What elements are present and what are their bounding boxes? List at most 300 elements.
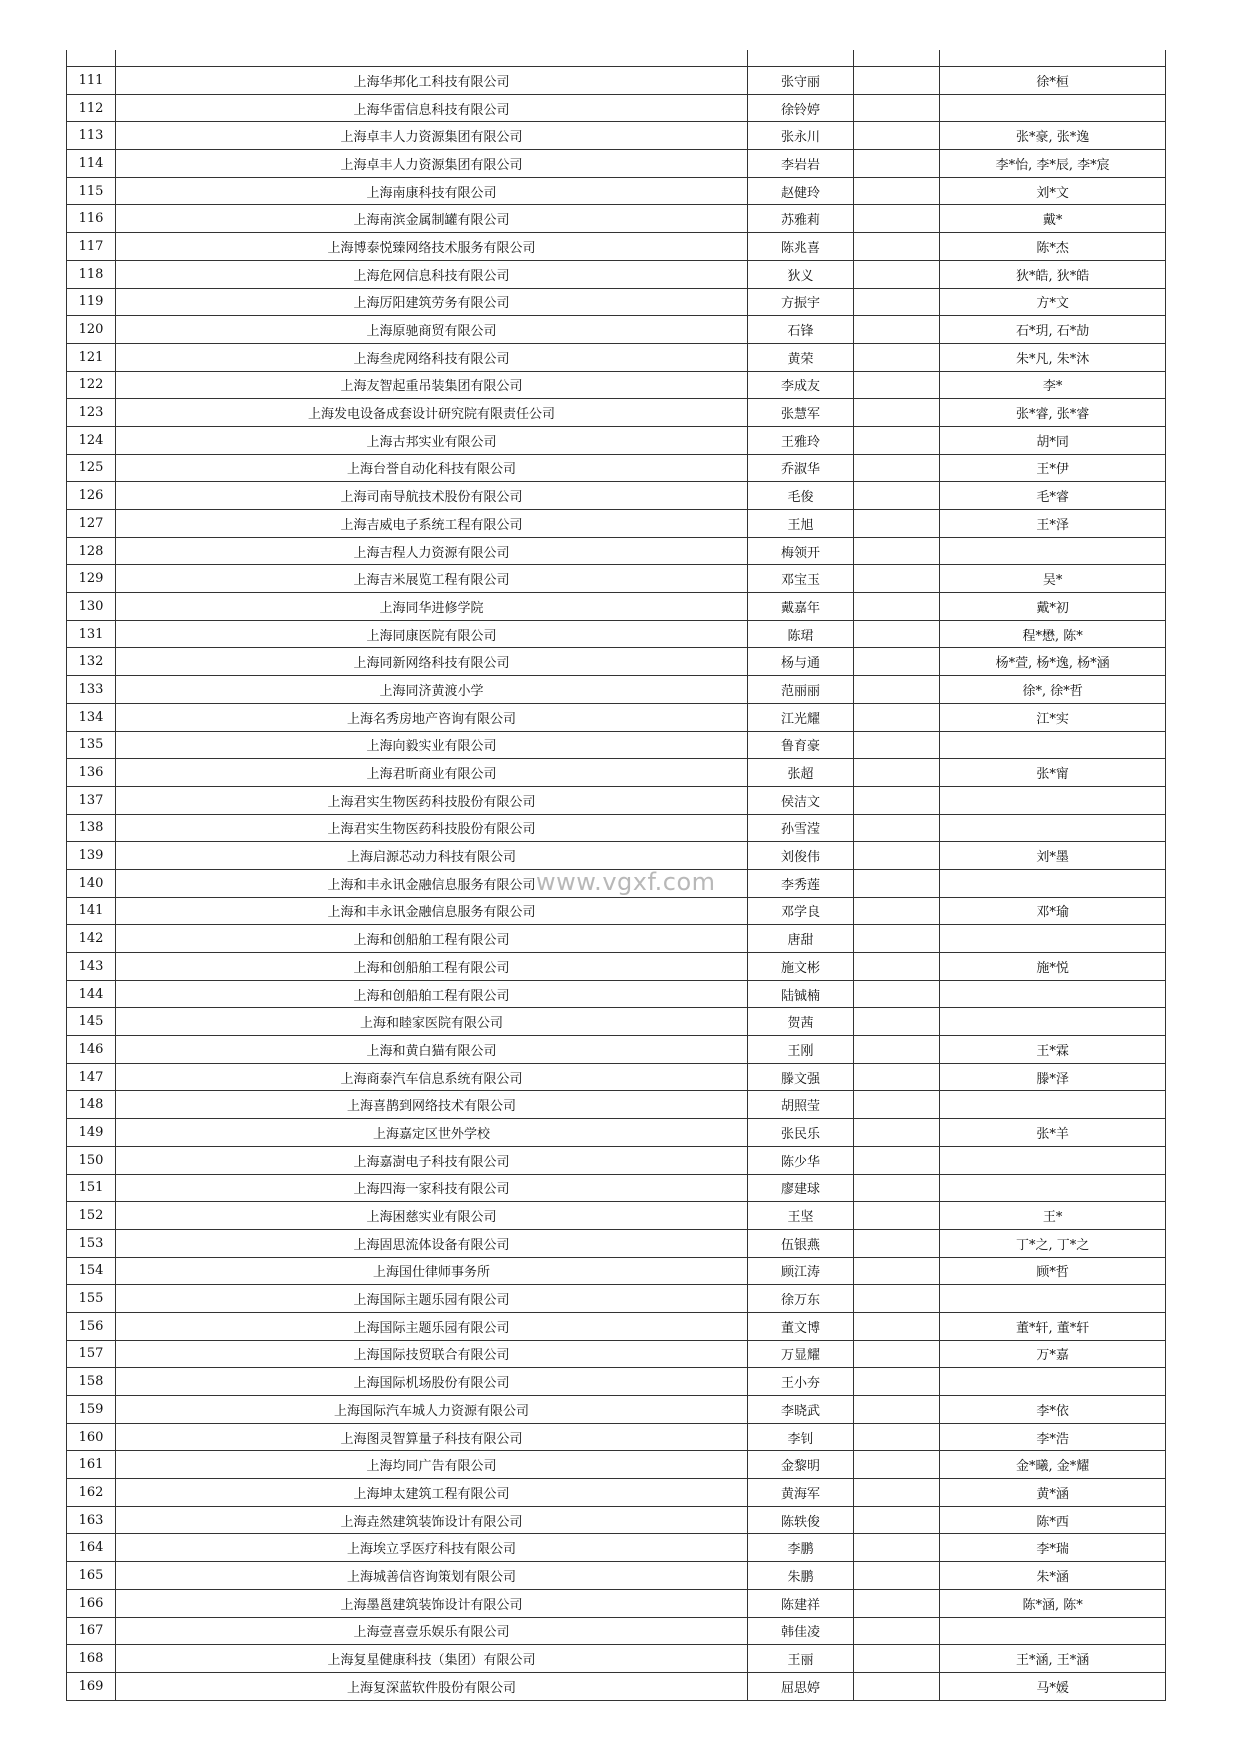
children-names: 张*豪, 张*逸 <box>940 122 1166 150</box>
children-names: 王*伊 <box>940 454 1166 482</box>
blank-cell <box>854 648 940 676</box>
blank-cell <box>854 1340 940 1368</box>
children-names: 方*文 <box>940 288 1166 316</box>
table-row <box>67 371 1166 399</box>
children-names <box>940 731 1166 759</box>
employee-name: 唐甜 <box>747 925 853 953</box>
table-row <box>67 565 1166 593</box>
row-number: 123 <box>67 399 116 427</box>
row-number: 116 <box>67 205 116 233</box>
row-number: 115 <box>67 177 116 205</box>
blank-cell <box>854 1036 940 1064</box>
children-names: 刘*文 <box>940 177 1166 205</box>
table-row <box>67 482 1166 510</box>
table-row <box>67 67 1166 95</box>
blank-cell <box>854 620 940 648</box>
row-number: 168 <box>67 1645 116 1673</box>
table-row <box>67 177 1166 205</box>
row-number: 140 <box>67 869 116 897</box>
row-number: 112 <box>67 94 116 122</box>
row-number: 164 <box>67 1534 116 1562</box>
children-names: 李*怡, 李*辰, 李*宸 <box>940 150 1166 178</box>
company-name: 上海华邦化工科技有限公司 <box>116 67 748 95</box>
blank-cell <box>854 786 940 814</box>
table-row <box>67 1091 1166 1119</box>
employee-name: 滕文强 <box>747 1063 853 1091</box>
company-name: 上海危网信息科技有限公司 <box>116 260 748 288</box>
company-name: 上海卓丰人力资源集团有限公司 <box>116 150 748 178</box>
blank-cell <box>854 1257 940 1285</box>
children-names: 金*曦, 金*耀 <box>940 1451 1166 1479</box>
table-row <box>67 150 1166 178</box>
company-name: 上海图灵智算量子科技有限公司 <box>116 1423 748 1451</box>
table-row <box>67 1285 1166 1313</box>
company-name: 上海国际机场股份有限公司 <box>116 1368 748 1396</box>
company-name: 上海同华进修学院 <box>116 593 748 621</box>
blank-cell <box>854 759 940 787</box>
table-row <box>67 1312 1166 1340</box>
table-row <box>67 454 1166 482</box>
blank-cell <box>854 1119 940 1147</box>
children-names <box>940 925 1166 953</box>
employee-name: 顾江涛 <box>747 1257 853 1285</box>
company-name: 上海同济黄渡小学 <box>116 676 748 704</box>
row-number: 129 <box>67 565 116 593</box>
employee-name: 张永川 <box>747 122 853 150</box>
blank-cell <box>854 94 940 122</box>
employee-name: 施文彬 <box>747 953 853 981</box>
row-number: 169 <box>67 1672 116 1700</box>
company-name: 上海国际主题乐园有限公司 <box>116 1312 748 1340</box>
company-name: 上海启源芯动力科技有限公司 <box>116 842 748 870</box>
company-name: 上海商泰汽车信息系统有限公司 <box>116 1063 748 1091</box>
children-names <box>940 1146 1166 1174</box>
row-number: 155 <box>67 1285 116 1313</box>
children-names: 陈*西 <box>940 1506 1166 1534</box>
row-number: 131 <box>67 620 116 648</box>
company-name: 上海君昕商业有限公司 <box>116 759 748 787</box>
table-row <box>67 205 1166 233</box>
company-name: 上海厉阳建筑劳务有限公司 <box>116 288 748 316</box>
employee-name: 陈少华 <box>747 1146 853 1174</box>
employee-name: 李晓武 <box>747 1396 853 1424</box>
row-number: 161 <box>67 1451 116 1479</box>
employee-name: 张守丽 <box>747 67 853 95</box>
employee-name: 赵健玲 <box>747 177 853 205</box>
row-number: 145 <box>67 1008 116 1036</box>
table-row <box>67 731 1166 759</box>
employee-name: 梅领开 <box>747 537 853 565</box>
row-number: 144 <box>67 980 116 1008</box>
table-row <box>67 925 1166 953</box>
row-number: 151 <box>67 1174 116 1202</box>
children-names: 万*嘉 <box>940 1340 1166 1368</box>
table-row <box>67 1562 1166 1590</box>
employee-name: 范丽丽 <box>747 676 853 704</box>
children-names: 戴* <box>940 205 1166 233</box>
blank-cell <box>854 205 940 233</box>
employee-name: 韩佳凌 <box>747 1617 853 1645</box>
blank-cell <box>854 1008 940 1036</box>
children-names: 张*睿, 张*睿 <box>940 399 1166 427</box>
table-row <box>67 1423 1166 1451</box>
table-row <box>67 620 1166 648</box>
blank-cell <box>854 1562 940 1590</box>
company-name: 上海吉程人力资源有限公司 <box>116 537 748 565</box>
row-number: 119 <box>67 288 116 316</box>
row-number: 163 <box>67 1506 116 1534</box>
table-row <box>67 786 1166 814</box>
children-names: 李*浩 <box>940 1423 1166 1451</box>
company-name: 上海国仕律师事务所 <box>116 1257 748 1285</box>
company-name: 上海南滨金属制罐有限公司 <box>116 205 748 233</box>
company-name: 上海台誉自动化科技有限公司 <box>116 454 748 482</box>
blank-cell <box>854 1672 940 1700</box>
employee-name: 徐铃婷 <box>747 94 853 122</box>
company-name: 上海华雷信息科技有限公司 <box>116 94 748 122</box>
employee-name: 董文博 <box>747 1312 853 1340</box>
blank-cell <box>854 1423 940 1451</box>
company-name: 上海困慈实业有限公司 <box>116 1202 748 1230</box>
company-name: 上海嘉澍电子科技有限公司 <box>116 1146 748 1174</box>
employee-name: 李秀莲 <box>747 869 853 897</box>
children-names <box>940 1368 1166 1396</box>
row-number: 165 <box>67 1562 116 1590</box>
company-name: 上海和睦家医院有限公司 <box>116 1008 748 1036</box>
employee-name: 陈兆喜 <box>747 233 853 261</box>
company-name: 上海君实生物医药科技股份有限公司 <box>116 814 748 842</box>
blank-cell <box>854 288 940 316</box>
row-number: 127 <box>67 510 116 538</box>
employee-name: 陈珺 <box>747 620 853 648</box>
children-names: 毛*睿 <box>940 482 1166 510</box>
row-number: 141 <box>67 897 116 925</box>
children-names: 石*玥, 石*劼 <box>940 316 1166 344</box>
table-row <box>67 842 1166 870</box>
table-row <box>67 980 1166 1008</box>
row-number: 137 <box>67 786 116 814</box>
blank-cell <box>854 980 940 1008</box>
row-number: 160 <box>67 1423 116 1451</box>
children-names: 施*悦 <box>940 953 1166 981</box>
table-row <box>67 814 1166 842</box>
blank-cell <box>854 1617 940 1645</box>
row-number: 122 <box>67 371 116 399</box>
company-name: 上海坤太建筑工程有限公司 <box>116 1479 748 1507</box>
employee-name: 侯洁文 <box>747 786 853 814</box>
employee-name: 王坚 <box>747 1202 853 1230</box>
table-row <box>67 1451 1166 1479</box>
children-names: 王*霖 <box>940 1036 1166 1064</box>
employee-name: 李鹏 <box>747 1534 853 1562</box>
company-name: 上海墨邕建筑装饰设计有限公司 <box>116 1589 748 1617</box>
blank-cell <box>854 1202 940 1230</box>
employee-name: 黄荣 <box>747 343 853 371</box>
blank-cell <box>854 260 940 288</box>
table-row <box>67 648 1166 676</box>
table-row <box>67 1617 1166 1645</box>
employee-name: 张超 <box>747 759 853 787</box>
blank-cell <box>854 953 940 981</box>
company-name: 上海城善信咨询策划有限公司 <box>116 1562 748 1590</box>
company-name: 上海吉威电子系统工程有限公司 <box>116 510 748 538</box>
company-name: 上海国际技贸联合有限公司 <box>116 1340 748 1368</box>
children-names <box>940 980 1166 1008</box>
table-row <box>67 122 1166 150</box>
children-names <box>940 1285 1166 1313</box>
children-names: 王*涵, 王*涵 <box>940 1645 1166 1673</box>
children-names: 陈*涵, 陈* <box>940 1589 1166 1617</box>
blank-cell <box>854 731 940 759</box>
children-names: 李* <box>940 371 1166 399</box>
row-number: 138 <box>67 814 116 842</box>
company-name: 上海垚然建筑装饰设计有限公司 <box>116 1506 748 1534</box>
blank-cell <box>854 537 940 565</box>
children-names <box>940 786 1166 814</box>
row-number: 150 <box>67 1146 116 1174</box>
blank-cell <box>854 703 940 731</box>
company-name: 上海四海一家科技有限公司 <box>116 1174 748 1202</box>
blank-cell <box>854 482 940 510</box>
company-name: 上海古邦实业有限公司 <box>116 426 748 454</box>
empty-cell <box>116 50 748 67</box>
employee-name: 陈建祥 <box>747 1589 853 1617</box>
company-name: 上海和创船舶工程有限公司 <box>116 925 748 953</box>
row-number: 133 <box>67 676 116 704</box>
blank-cell <box>854 1645 940 1673</box>
table-row <box>67 1008 1166 1036</box>
row-number: 162 <box>67 1479 116 1507</box>
children-names: 胡*同 <box>940 426 1166 454</box>
table-row <box>67 1063 1166 1091</box>
blank-cell <box>854 1063 940 1091</box>
table-row <box>67 1534 1166 1562</box>
row-number: 135 <box>67 731 116 759</box>
row-number: 154 <box>67 1257 116 1285</box>
row-number: 157 <box>67 1340 116 1368</box>
children-names: 刘*墨 <box>940 842 1166 870</box>
company-name: 上海同康医院有限公司 <box>116 620 748 648</box>
blank-cell <box>854 1174 940 1202</box>
company-name: 上海司南导航技术股份有限公司 <box>116 482 748 510</box>
table-row <box>67 953 1166 981</box>
table-row <box>67 233 1166 261</box>
table-row <box>67 316 1166 344</box>
company-name: 上海叁虎网络科技有限公司 <box>116 343 748 371</box>
blank-cell <box>854 897 940 925</box>
table-row <box>67 1257 1166 1285</box>
employee-name: 万显耀 <box>747 1340 853 1368</box>
employee-name: 屈思婷 <box>747 1672 853 1700</box>
employee-name: 石锋 <box>747 316 853 344</box>
row-number: 130 <box>67 593 116 621</box>
employee-name: 廖建球 <box>747 1174 853 1202</box>
blank-cell <box>854 316 940 344</box>
row-number: 167 <box>67 1617 116 1645</box>
employee-name: 王丽 <box>747 1645 853 1673</box>
table-top-row <box>67 50 1166 67</box>
row-number: 142 <box>67 925 116 953</box>
employee-name: 刘俊伟 <box>747 842 853 870</box>
blank-cell <box>854 1091 940 1119</box>
children-names <box>940 94 1166 122</box>
blank-cell <box>854 122 940 150</box>
blank-cell <box>854 565 940 593</box>
employee-name: 贺茜 <box>747 1008 853 1036</box>
children-names: 张*羊 <box>940 1119 1166 1147</box>
watermark: www.vgxf.com <box>536 868 716 896</box>
employee-name: 徐万东 <box>747 1285 853 1313</box>
table-row <box>67 399 1166 427</box>
children-names: 丁*之, 丁*之 <box>940 1229 1166 1257</box>
blank-cell <box>854 150 940 178</box>
blank-cell <box>854 842 940 870</box>
children-names <box>940 537 1166 565</box>
children-names: 滕*泽 <box>940 1063 1166 1091</box>
children-names: 徐*, 徐*哲 <box>940 676 1166 704</box>
children-names <box>940 1008 1166 1036</box>
row-number: 153 <box>67 1229 116 1257</box>
company-name: 上海和丰永讯金融信息服务有限公司 <box>116 897 748 925</box>
row-number: 118 <box>67 260 116 288</box>
row-number: 121 <box>67 343 116 371</box>
company-name: 上海均同广告有限公司 <box>116 1451 748 1479</box>
row-number: 134 <box>67 703 116 731</box>
table-row <box>67 703 1166 731</box>
table-row <box>67 1036 1166 1064</box>
row-number: 132 <box>67 648 116 676</box>
children-names: 朱*涵 <box>940 1562 1166 1590</box>
table-row <box>67 1340 1166 1368</box>
children-names <box>940 814 1166 842</box>
children-names <box>940 1091 1166 1119</box>
children-names: 王*泽 <box>940 510 1166 538</box>
company-name: 上海和丰永讯金融信息服务有限公司 <box>116 869 748 897</box>
children-names: 李*依 <box>940 1396 1166 1424</box>
blank-cell <box>854 1368 940 1396</box>
company-name: 上海固思流体设备有限公司 <box>116 1229 748 1257</box>
company-name: 上海嘉定区世外学校 <box>116 1119 748 1147</box>
company-name: 上海卓丰人力资源集团有限公司 <box>116 122 748 150</box>
employee-name: 王雅玲 <box>747 426 853 454</box>
company-name: 上海喜鹊到网络技术有限公司 <box>116 1091 748 1119</box>
children-names: 戴*初 <box>940 593 1166 621</box>
table-row <box>67 1368 1166 1396</box>
table-row <box>67 593 1166 621</box>
company-name: 上海国际汽车城人力资源有限公司 <box>116 1396 748 1424</box>
row-number: 128 <box>67 537 116 565</box>
empty-cell <box>747 50 853 67</box>
empty-cell <box>940 50 1166 67</box>
blank-cell <box>854 177 940 205</box>
empty-cell <box>67 50 116 67</box>
blank-cell <box>854 1451 940 1479</box>
employee-name: 杨与通 <box>747 648 853 676</box>
children-names: 邓*瑜 <box>940 897 1166 925</box>
row-number: 124 <box>67 426 116 454</box>
employee-name: 陆铖楠 <box>747 980 853 1008</box>
table-row <box>67 1396 1166 1424</box>
blank-cell <box>854 426 940 454</box>
employee-name: 金黎明 <box>747 1451 853 1479</box>
employee-name: 邓宝玉 <box>747 565 853 593</box>
table-row <box>67 1229 1166 1257</box>
table-row <box>67 1119 1166 1147</box>
children-names: 马*媛 <box>940 1672 1166 1700</box>
children-names: 程*懋, 陈* <box>940 620 1166 648</box>
blank-cell <box>854 67 940 95</box>
employee-name: 毛俊 <box>747 482 853 510</box>
row-number: 156 <box>67 1312 116 1340</box>
children-names <box>940 1174 1166 1202</box>
row-number: 120 <box>67 316 116 344</box>
children-names: 吴* <box>940 565 1166 593</box>
table-row <box>67 1645 1166 1673</box>
blank-cell <box>854 1312 940 1340</box>
children-names: 黄*涵 <box>940 1479 1166 1507</box>
table-row <box>67 759 1166 787</box>
table-row <box>67 1202 1166 1230</box>
company-name: 上海名秀房地产咨询有限公司 <box>116 703 748 731</box>
company-name: 上海同新网络科技有限公司 <box>116 648 748 676</box>
company-name: 上海壹喜壹乐娱乐有限公司 <box>116 1617 748 1645</box>
row-number: 114 <box>67 150 116 178</box>
row-number: 166 <box>67 1589 116 1617</box>
employee-name: 鲁育豪 <box>747 731 853 759</box>
table-row <box>67 343 1166 371</box>
children-names <box>940 869 1166 897</box>
company-name: 上海国际主题乐园有限公司 <box>116 1285 748 1313</box>
children-names: 杨*萱, 杨*逸, 杨*涵 <box>940 648 1166 676</box>
row-number: 113 <box>67 122 116 150</box>
table-row <box>67 1589 1166 1617</box>
children-names: 董*轩, 董*轩 <box>940 1312 1166 1340</box>
blank-cell <box>854 925 940 953</box>
children-names: 顾*哲 <box>940 1257 1166 1285</box>
table-row <box>67 869 1166 897</box>
row-number: 125 <box>67 454 116 482</box>
company-name: 上海君实生物医药科技股份有限公司 <box>116 786 748 814</box>
blank-cell <box>854 593 940 621</box>
employee-name: 苏雅莉 <box>747 205 853 233</box>
table-row <box>67 260 1166 288</box>
employee-name: 方振宇 <box>747 288 853 316</box>
row-number: 117 <box>67 233 116 261</box>
company-name: 上海向毅实业有限公司 <box>116 731 748 759</box>
employee-name: 张慧军 <box>747 399 853 427</box>
employee-name: 狄义 <box>747 260 853 288</box>
table-row <box>67 426 1166 454</box>
company-name: 上海发电设备成套设计研究院有限责任公司 <box>116 399 748 427</box>
row-number: 158 <box>67 1368 116 1396</box>
table-row <box>67 1506 1166 1534</box>
employee-name: 孙雪滢 <box>747 814 853 842</box>
company-name: 上海原驰商贸有限公司 <box>116 316 748 344</box>
blank-cell <box>854 1589 940 1617</box>
empty-cell <box>854 50 940 67</box>
blank-cell <box>854 399 940 427</box>
employee-name: 王小夯 <box>747 1368 853 1396</box>
table-row <box>67 1174 1166 1202</box>
company-name: 上海南康科技有限公司 <box>116 177 748 205</box>
employee-name: 陈轶俊 <box>747 1506 853 1534</box>
children-names: 李*瑞 <box>940 1534 1166 1562</box>
row-number: 111 <box>67 67 116 95</box>
blank-cell <box>854 814 940 842</box>
company-name: 上海和创船舶工程有限公司 <box>116 953 748 981</box>
children-names: 朱*凡, 朱*沐 <box>940 343 1166 371</box>
row-number: 152 <box>67 1202 116 1230</box>
